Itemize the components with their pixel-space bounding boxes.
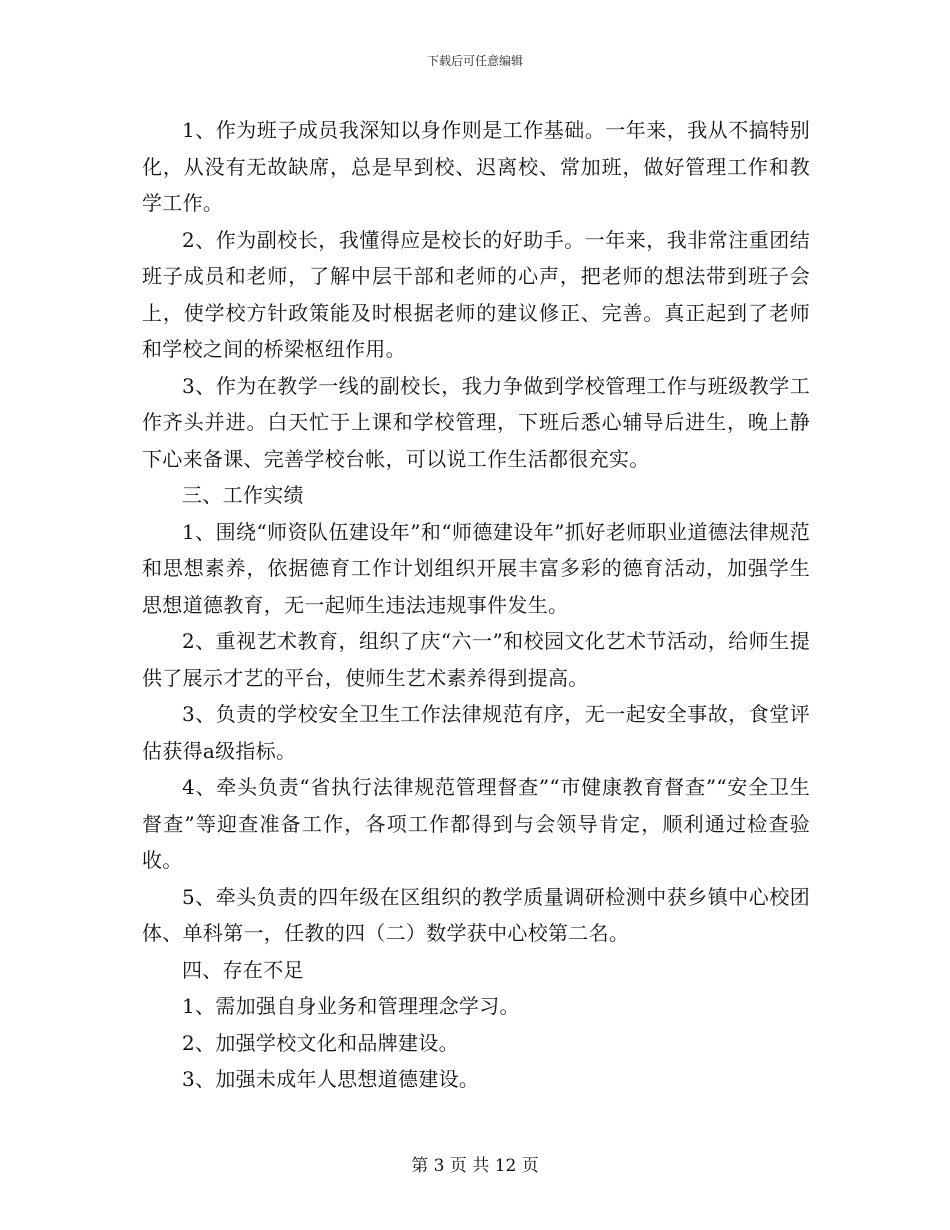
paragraph: 5、牵头负责的四年级在区组织的教学质量调研检测中获乡镇中心校团体、单科第一，任教的四（二）数学获中心校第二名。 (142, 884, 810, 945)
paragraph: 2、加强学校文化和品牌建设。 (182, 1030, 459, 1055)
page-number: 第 3 页 共 12 页 (411, 1156, 539, 1176)
page-header: 下载后可任意编辑 (426, 54, 523, 68)
section-heading: 三、工作实绩 (182, 483, 304, 507)
paragraph: 3、负责的学校安全卫生工作法律规范有序，无一起安全事故，食堂评估获得a级指标。 (142, 702, 810, 763)
paragraph: 1、需加强自身业务和管理理念学习。 (182, 994, 520, 1018)
paragraph: 4、牵头负责“省执行法律规范管理督查”“市健康教育督查”“安全卫生督查”等迎查准备工作，各项工作都得到与会领导肯定，顺利通过检查验收。 (142, 775, 810, 872)
paragraph: 3、作为在教学一线的副校长，我力争做到学校管理工作与班级教学工作齐头并进。白天忙于上课和学校管理，下班后悉心辅导后进生，晚上静下心来备课、完善学校台帐，可以说工作生活都很充实。 (142, 373, 810, 471)
paragraph: 2、重视艺术教育，组织了庆“六一”和校园文化艺术节活动，给师生提供了展示才艺的平台，使师生艺术素养得到提高。 (142, 629, 810, 690)
paragraph: 3、加强未成年人思想道德建设。 (182, 1067, 480, 1091)
section-heading: 四、存在不足 (182, 957, 304, 982)
paragraph: 1、作为班子成员我深知以身作则是工作基础。一年来，我从不搞特别化，从没有无故缺席，总是早到校、迟离校、常加班，做好管理工作和教学工作。 (142, 118, 810, 215)
paragraph: 1、围绕“师资队伍建设年”和“师德建设年”抓好老师职业道德法律规范和思想素养，依据德育工作计划组织开展丰富多彩的德育活动，加强学生思想道德教育，无一起师生违法违规事件发生。 (142, 519, 810, 617)
document-body (142, 112, 810, 1098)
paragraph: 2、作为副校长，我懂得应是校长的好助手。一年来，我非常注重团结班子成员和老师，了解中层干部和老师的心声，把老师的想法带到班子会上，使学校方针政策能及时根据老师的建议修正、完善。真正起到了老师和学校之间的桥梁枢纽作用。 (142, 227, 810, 361)
